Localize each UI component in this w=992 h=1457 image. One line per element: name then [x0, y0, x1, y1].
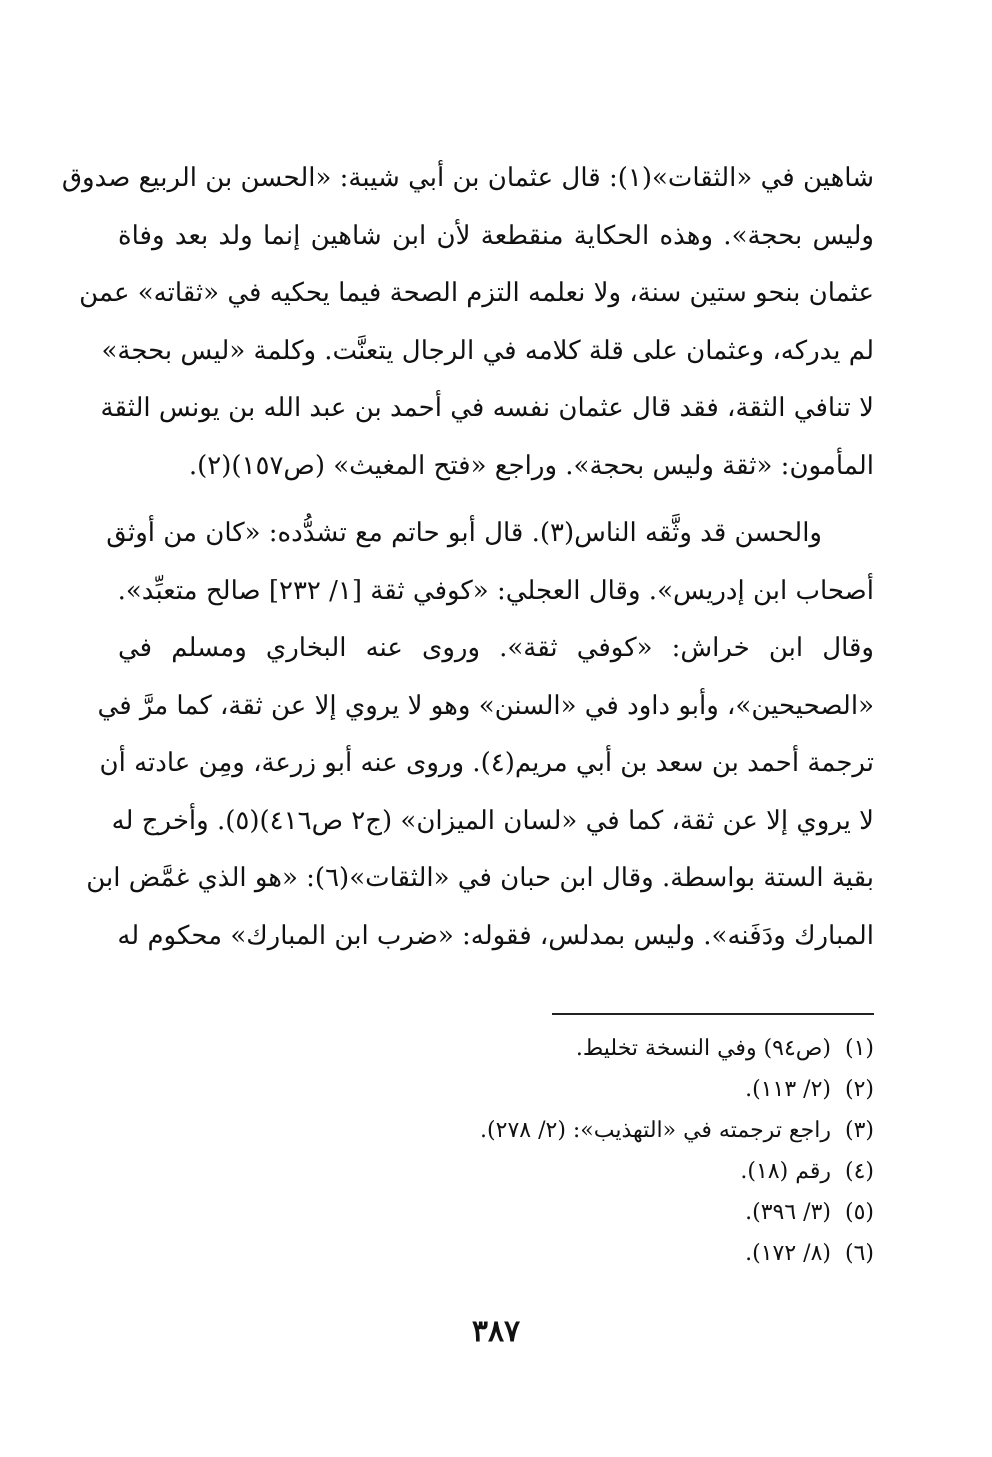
- footnote-3: [300, 1110, 874, 1151]
- text-line: بقية الستة بواسطة. وقال ابن حبان في «الثقات»(٦): «هو الذي غمَّض ابن: [86, 863, 874, 893]
- footnote-number: (٦): [844, 1241, 874, 1266]
- text-line: والحسن قد وثَّقه الناس(٣). قال أبو حاتم مع تشدُّده: «كان من أوثق: [106, 518, 822, 548]
- footnote-number: (٤): [844, 1159, 874, 1184]
- footnote-text: راجع ترجمته في «التهذيب»: (٢/ ٢٧٨).: [480, 1118, 831, 1143]
- footnote-number: (٣): [844, 1118, 874, 1143]
- footnote-text: رقم (١٨).: [740, 1159, 831, 1184]
- footnote-2: [300, 1069, 874, 1110]
- text-line: وليس بحجة». وهذه الحكاية منقطعة لأن ابن شاهين إنما ولد بعد وفاة: [118, 220, 874, 251]
- footnote-number: (١): [844, 1036, 874, 1061]
- page-number: ٣٨٧: [471, 1314, 521, 1349]
- text-line: المأمون: «ثقة وليس بحجة». وراجع «فتح المغيث» (ص١٥٧)(٢).: [188, 450, 874, 481]
- text-line: لا تنافي الثقة، فقد قال عثمان نفسه في أحمد بن عبد الله بن يونس الثقة: [100, 393, 874, 423]
- footnote-text: (ص٩٤) وفي النسخة تخليط.: [575, 1036, 831, 1061]
- footnotes: [300, 1028, 874, 1274]
- paragraph-2: [86, 505, 874, 965]
- footnote-text: (٢/ ١١٣).: [745, 1077, 831, 1102]
- text-line: وقال ابن خراش: «كوفي ثقة». وروى عنه البخاري ومسلم في: [118, 633, 874, 663]
- text-line: المبارك ودَفَنه». وليس بمدلس، فقوله: «ضرب ابن المبارك» محكوم له: [117, 920, 874, 951]
- footnote-number: (٢): [844, 1077, 874, 1102]
- footnote-4: [300, 1151, 874, 1192]
- text-line: أصحاب ابن إدريس». وقال العجلي: «كوفي ثقة [١/ ٢٣٢] صالح متعبِّد».: [117, 575, 874, 606]
- text-line: عثمان بنحو ستين سنة، ولا نعلمه التزم الصحة فيما يحكيه في «ثقاته» عمن: [79, 278, 874, 308]
- paragraph-1: [61, 150, 874, 495]
- footnote-divider: [552, 1013, 874, 1015]
- footnote-text: (٨/ ١٧٢).: [745, 1241, 831, 1266]
- footnote-6: [300, 1233, 874, 1274]
- text-line: شاهين في «الثقات»(١): قال عثمان بن أبي شيبة: «الحسن بن الربيع صدوق: [61, 163, 874, 193]
- text-line: لم يدركه، وعثمان على قلة كلامه في الرجال يتعنَّت. وكلمة «ليس بحجة»: [101, 335, 874, 366]
- main-text: [61, 150, 874, 965]
- paragraph-gap: [118, 495, 874, 505]
- footnote-number: (٥): [844, 1200, 874, 1225]
- text-line: ترجمة أحمد بن سعد بن أبي مريم(٤). وروى عنه أبو زرعة، ومِن عادته أن: [99, 748, 874, 778]
- footnote-1: [300, 1028, 874, 1069]
- text-line: «الصحيحين»، وأبو داود في «السنن» وهو لا يروي إلا عن ثقة، كما مرَّ في: [97, 690, 874, 721]
- footnote-5: [300, 1192, 874, 1233]
- text-line: لا يروي إلا عن ثقة، كما في «لسان الميزان» (ج٢ ص٤١٦)(٥). وأخرج له: [111, 805, 874, 836]
- footnote-text: (٣/ ٣٩٦).: [745, 1200, 831, 1225]
